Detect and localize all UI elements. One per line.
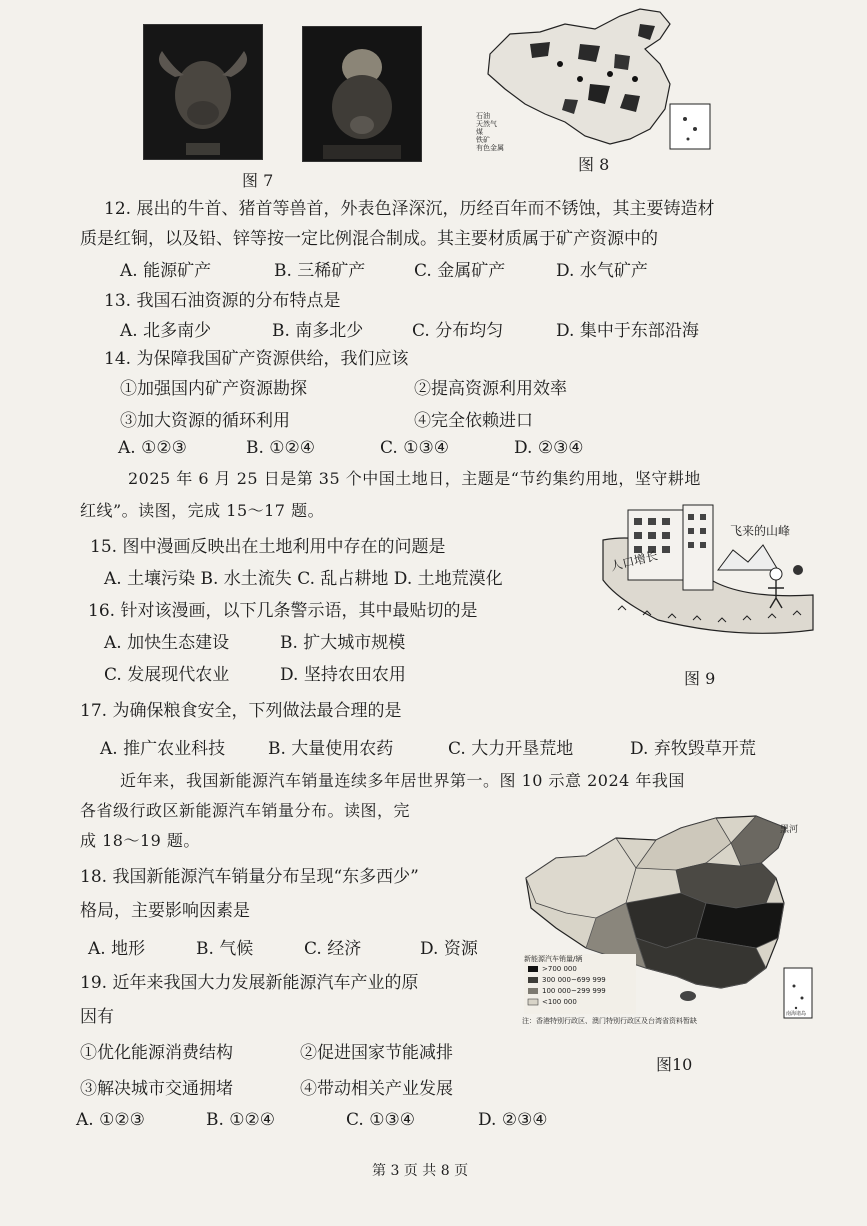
q12-option-b: B. 三稀矿产	[274, 261, 366, 281]
q13-stem: 13. 我国石油资源的分布特点是	[104, 291, 341, 311]
fig8-legend-item: 天然气	[476, 120, 497, 128]
q19-item-2: ②促进国家节能减排	[300, 1043, 453, 1063]
intro15-line1: 2025 年 6 月 25 日是第 35 个中国土地日，主题是“节约集约用地，坚守耕地	[128, 469, 701, 488]
q12-stem-line1: 12. 展出的牛首、猪首等兽首，外表色泽深沉，历经百年而不锈蚀，其主要铸造材	[104, 199, 715, 219]
fig8-legend-item: 煤	[476, 128, 483, 136]
fig9-caption: 图 9	[684, 669, 716, 688]
q14-item-3: ③加大资源的循环利用	[120, 411, 290, 431]
page-number-footer: 第 3 页 共 8 页	[372, 1163, 469, 1179]
q14-option-d: D. ②③④	[514, 438, 584, 458]
fig10-legend-item: <100 000	[542, 998, 577, 1006]
fig9-label-flying-mountain: 飞来的山峰	[730, 524, 791, 538]
q15-stem: 15. 图中漫画反映出在土地利用中存在的问题是	[90, 537, 446, 557]
q17-option-b: B. 大量使用农药	[268, 739, 394, 759]
fig7-ox-head-photo	[143, 24, 263, 160]
q18-stem-line2: 格局，主要影响因素是	[80, 901, 250, 921]
q14-item-2: ②提高资源利用效率	[414, 379, 567, 399]
q19-item-3: ③解决城市交通拥堵	[80, 1079, 233, 1099]
intro18-line1: 近年来，我国新能源汽车销量连续多年居世界第一。图 10 示意 2024 年我国	[120, 771, 685, 790]
fig10-legend-item: 100 000~299 999	[542, 987, 606, 995]
q19-stem-line1: 19. 近年来我国大力发展新能源汽车产业的原	[80, 973, 419, 993]
q19-option-c: C. ①③④	[346, 1110, 415, 1130]
q13-option-c: C. 分布均匀	[412, 321, 504, 341]
q12-stem-line2: 质是红铜，以及铅、锌等按一定比例混合制成。其主要材质属于矿产资源中的	[80, 229, 658, 249]
fig9-cartoon	[598, 500, 818, 640]
fig8-legend-item: 石油	[476, 112, 490, 120]
q19-item-1: ①优化能源消费结构	[80, 1043, 233, 1063]
q17-option-a: A. 推广农业科技	[100, 739, 226, 759]
fig8-legend-item: 铁矿	[476, 136, 490, 144]
q13-option-a: A. 北多南少	[120, 321, 212, 341]
fig7-caption: 图 7	[242, 171, 274, 190]
q14-stem: 14. 为保障我国矿产资源供给，我们应该	[104, 349, 409, 369]
q16-option-c: C. 发展现代农业	[104, 665, 230, 685]
fig10-legend-item: >700 000	[542, 965, 577, 973]
fig8-legend-item: 有色金属	[476, 144, 504, 152]
q18-option-b: B. 气候	[196, 939, 254, 959]
q14-option-c: C. ①③④	[380, 438, 449, 458]
q15-options: A. 土壤污染 B. 水土流失 C. 乱占耕地 D. 土地荒漠化	[104, 569, 503, 589]
q16-option-b: B. 扩大城市规模	[280, 633, 406, 653]
q16-option-a: A. 加快生态建设	[104, 633, 230, 653]
q14-option-b: B. ①②④	[246, 438, 316, 458]
q18-option-d: D. 资源	[420, 939, 478, 959]
q18-stem-line1: 18. 我国新能源汽车销量分布呈现“东多西少”	[80, 867, 419, 887]
intro18-line3: 成 18～19 题。	[80, 831, 200, 850]
q12-option-c: C. 金属矿产	[414, 261, 506, 281]
fig10-place-label-heihe: 黑河	[780, 825, 799, 835]
q19-item-4: ④带动相关产业发展	[300, 1079, 453, 1099]
q19-stem-line2: 因有	[80, 1007, 114, 1027]
intro15-line2: 红线”。读图，完成 15～17 题。	[80, 501, 325, 520]
q19-option-d: D. ②③④	[478, 1110, 548, 1130]
q14-item-4: ④完全依赖进口	[414, 411, 533, 431]
fig10-caption: 图10	[656, 1055, 693, 1074]
fig8-legend	[476, 112, 504, 152]
fig10-legend-item: 300 000~699 999	[542, 976, 606, 984]
q16-stem: 16. 针对该漫画，以下几条警示语，其中最贴切的是	[88, 601, 478, 621]
q18-option-c: C. 经济	[304, 939, 362, 959]
q19-option-a: A. ①②③	[76, 1110, 145, 1130]
q19-option-b: B. ①②④	[206, 1110, 276, 1130]
fig10-note: 注：香港特别行政区、澳门特别行政区及台湾省资料暂缺	[522, 1017, 697, 1025]
q17-option-c: C. 大力开垦荒地	[448, 739, 574, 759]
fig10-legend-title: 新能源汽车销量/辆	[524, 955, 583, 963]
q17-stem: 17. 为确保粮食安全，下列做法最合理的是	[80, 701, 402, 721]
q17-option-d: D. 弃牧毁草开荒	[630, 739, 756, 759]
q16-option-d: D. 坚持农田农用	[280, 665, 406, 685]
fig10-inset-label: 南海诸岛	[786, 1011, 807, 1017]
fig8-caption: 图 8	[578, 155, 610, 174]
q14-item-1: ①加强国内矿产资源勘探	[120, 379, 307, 399]
q13-option-b: B. 南多北少	[272, 321, 364, 341]
q12-option-d: D. 水气矿产	[556, 261, 648, 281]
fig7-pig-head-photo	[302, 26, 422, 162]
q14-option-a: A. ①②③	[118, 438, 187, 458]
q18-option-a: A. 地形	[88, 939, 146, 959]
fig10-sales-map	[516, 808, 816, 1034]
fig9-label-population-growth: 人口增长	[609, 548, 660, 574]
intro18-line2: 各省级行政区新能源汽车销量分布。读图，完	[80, 801, 411, 820]
fig8-mineral-map	[470, 4, 725, 154]
q12-option-a: A. 能源矿产	[120, 261, 212, 281]
q13-option-d: D. 集中于东部沿海	[556, 321, 699, 341]
